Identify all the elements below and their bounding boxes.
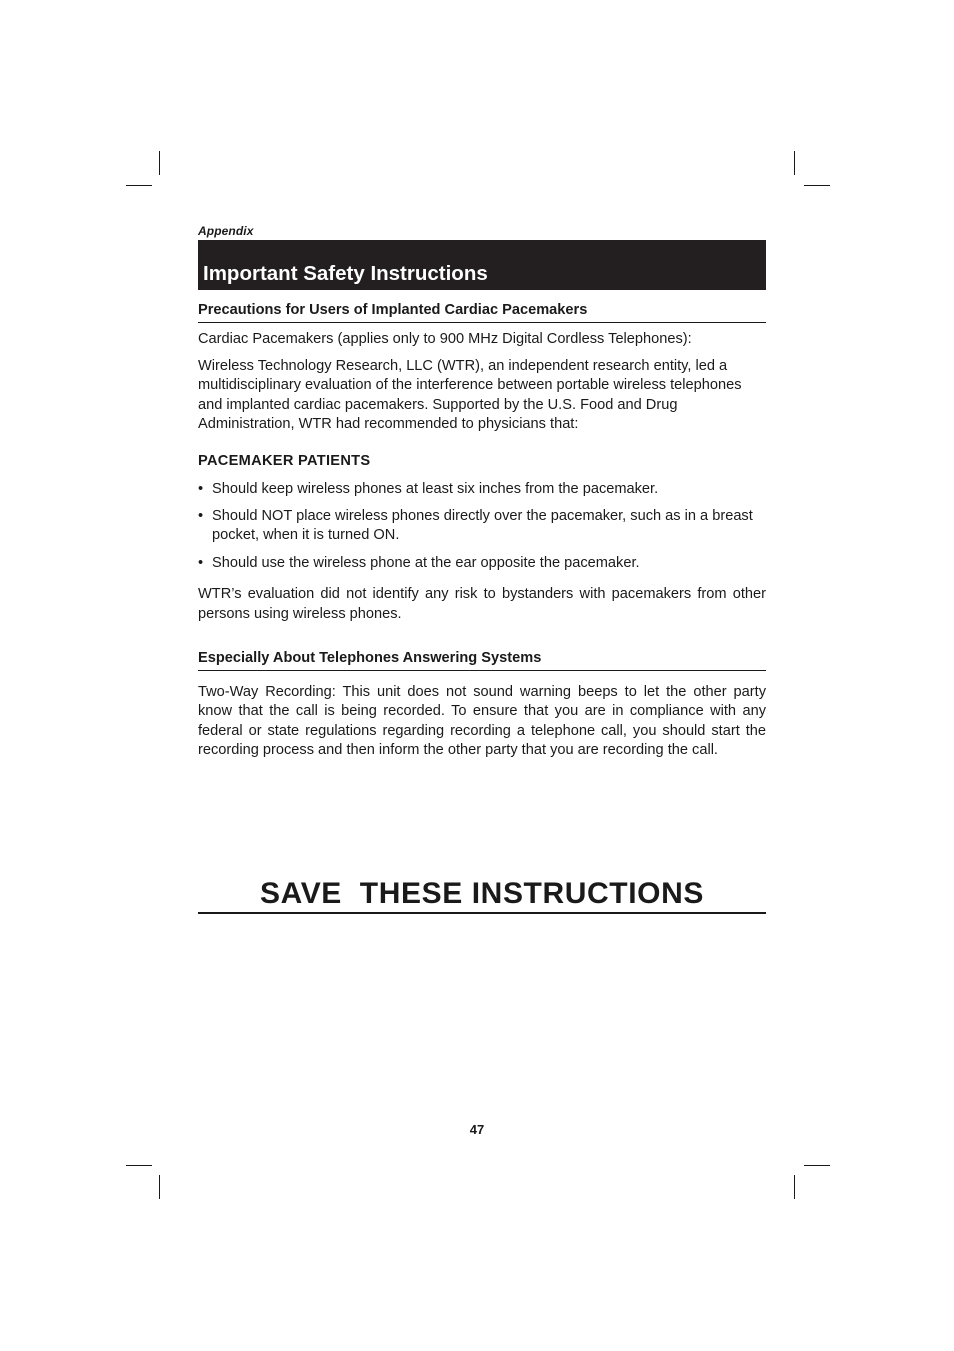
- two-way-recording-paragraph: Two-Way Recording: This unit does not sound warning beeps to let the other party know that the call is being recorded. To ensure that you are in compliance with any federal or state regulations regarding recording a telephone call, you should start the recording process and then inform the other party that you are recording the call.: [198, 683, 766, 759]
- page-number: 47: [469, 1122, 485, 1137]
- crop-mark-bottom-right-horizontal: [804, 1165, 830, 1166]
- crop-mark-top-right-horizontal: [804, 185, 830, 186]
- list-item: • Should NOT place wireless phones directly over the pacemaker, such as in a breast pocket, when it is turned ON.: [198, 507, 753, 544]
- list-item-text: Should keep wireless phones at least six inches from the pacemaker.: [212, 480, 659, 497]
- crop-mark-bottom-left-horizontal: [126, 1165, 152, 1166]
- pacemakers-paragraph: Wireless Technology Research, LLC (WTR), an independent research entity, led a multidisciplinary evaluation of the interference between portable wireless telephones and implanted cardiac pacemakers. Supported by the U.S. Food and Drug Administration, WTR had recommended to physicians that:: [198, 357, 742, 433]
- save-instructions-banner: SAVE THESE INSTRUCTIONS: [198, 876, 766, 914]
- page-content: [198, 224, 766, 761]
- page-title: Important Safety Instructions: [198, 240, 766, 290]
- crop-mark-top-left-vertical: [159, 151, 160, 175]
- answering-systems-heading: Especially About Telephones Answering Systems: [198, 649, 766, 671]
- pacemakers-heading: Precautions for Users of Implanted Cardiac Pacemakers: [198, 301, 766, 323]
- crop-mark-bottom-left-vertical: [159, 1175, 160, 1199]
- list-item-text: Should NOT place wireless phones directly over the pacemaker, such as in a breast pocket, when it is turned ON.: [212, 507, 753, 544]
- pacemaker-patients-heading: PACEMAKER PATIENTS: [198, 452, 371, 469]
- crop-mark-top-right-vertical: [794, 151, 795, 175]
- section-label: Appendix: [198, 224, 254, 238]
- list-item: • Should keep wireless phones at least six inches from the pacemaker.: [198, 480, 659, 497]
- evaluation-paragraph: WTR’s evaluation did not identify any risk to bystanders with pacemakers from other persons using wireless phones.: [198, 586, 766, 622]
- pacemaker-patients-list: [198, 480, 766, 573]
- pacemakers-intro: Cardiac Pacemakers (applies only to 900 MHz Digital Cordless Telephones):: [198, 331, 692, 347]
- list-item-text: Should use the wireless phone at the ear opposite the pacemaker.: [212, 554, 640, 571]
- crop-mark-top-left-horizontal: [126, 185, 152, 186]
- list-item: • Should use the wireless phone at the ear opposite the pacemaker.: [198, 554, 640, 571]
- crop-mark-bottom-right-vertical: [794, 1175, 795, 1199]
